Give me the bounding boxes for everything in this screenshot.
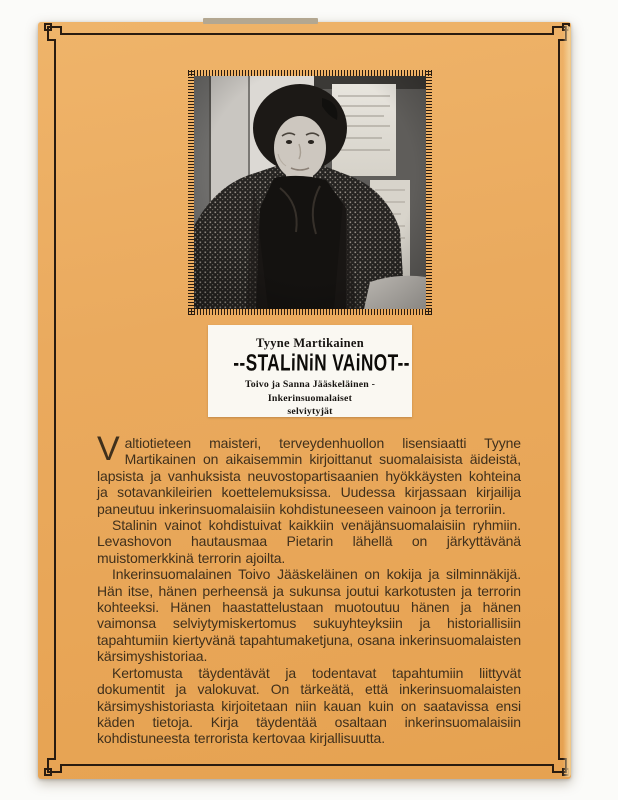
title-label-content bbox=[214, 331, 411, 417]
author-photo bbox=[188, 70, 432, 315]
book-back-cover bbox=[38, 22, 571, 779]
author-name: Tyyne Martikainen bbox=[256, 336, 364, 350]
subtitle-line-2: Inkerinsuomalaiset bbox=[267, 392, 353, 404]
subtitle-line-1: Toivo ja Sanna Jääskeläinen - bbox=[244, 379, 376, 390]
blurb-paragraph-4: Kertomusta täydentävät ja todentavat tapahtumiin liittyvät dokumentit ja valokuvat. On tärkeätä, että inkerinsuomalaisten kärsimyshistoriasta kirjoitetaan niin kauan kuin on saatavissa ensi käden tietoja. Kirja täydentää osaltaan inkerinsuomalaisiin kohdistuneesta terrorista kertovaa kirjallisuutta. bbox=[97, 664, 521, 747]
drop-cap: V bbox=[97, 430, 120, 468]
corner-ornament-top-right bbox=[539, 27, 566, 54]
subtitle-line-3: selviytyjät bbox=[287, 406, 333, 417]
author-photo-image bbox=[194, 76, 426, 309]
blurb-paragraph-1 bbox=[97, 430, 521, 517]
corner-ornament-top-left bbox=[48, 27, 75, 54]
author-portrait-illustration bbox=[194, 76, 426, 309]
page-edge-highlight bbox=[563, 26, 571, 777]
blurb-paragraph-3: Inkerinsuomalainen Toivo Jääskeläinen on kokija ja silminnäkijä. Hän itse, hänen perheensä ja sukunsa joutui karkotusten ja terrorin kohteeksi. Hänen haastattelustaan muotoutuu hänen ja hänen vaimonsa selviytymiskertomus sukuyhteyksiin ja historiallisiin tapahtumiin kiertyvänä tapahtumaketjuna, osana inkerinsuomalaisten kärsimyshistoriaa. bbox=[97, 566, 521, 665]
back-cover-blurb bbox=[97, 430, 521, 747]
corner-ornament-bottom-left bbox=[48, 745, 75, 772]
corner-ornament-bottom-right bbox=[539, 745, 566, 772]
blurb-paragraph-1-text: altiotieteen maisteri, terveydenhuollon lisensiaatti Tyyne Martikainen on aikaisemmin kirjoittanut suomalaisista äideistä, lapsista ja vanhuksista neuvostopartisaanien hyökkäysten kohteina ja sotavankileirien koettelemuksissa. Uudessa kirjassaan kirjailija paneutuu inkerinsuomalaisiin kohdistuneeseen vainoon ja terroriin. bbox=[97, 435, 521, 517]
book-title: --STALiNiN VAiNOT-- bbox=[233, 350, 411, 377]
blurb-paragraph-2: Stalinin vainot kohdistuivat kaikkiin venäjänsuomalaisiin ryhmiin. Levashovon hautausmaa Pietarin lähellä on järkyttävänä muistomerkkinä terrorin ajoilta. bbox=[97, 517, 521, 566]
title-label bbox=[208, 325, 412, 417]
